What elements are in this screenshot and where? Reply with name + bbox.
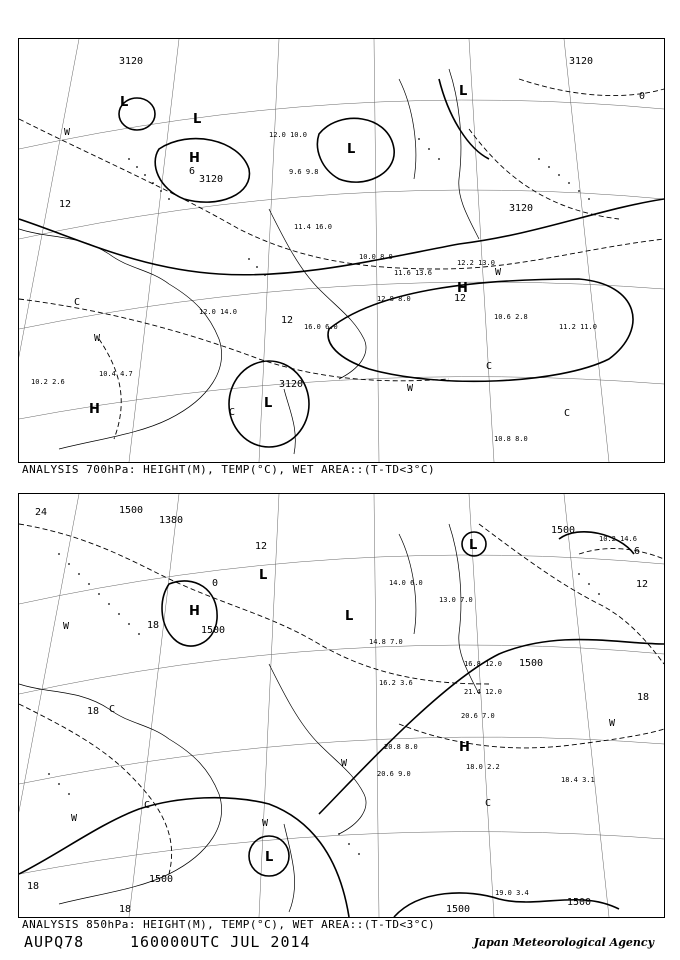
station-plot: 12.0 14.0 [199,308,237,316]
contour-label: 1500 [551,525,576,536]
airmass-markers [63,621,616,829]
station-plot: 19.0 3.4 [495,889,529,897]
isotherms [19,524,664,874]
contour-label: 1500 [149,874,174,885]
warm-marker: W [64,127,71,138]
low-center: L [193,112,202,127]
low-center: L [264,396,273,411]
warm-marker: W [71,813,78,824]
station-plot: 16.8 12.0 [464,660,502,668]
isotherm-label: 18 [637,692,650,703]
high-center: H [459,740,470,755]
cold-marker: C [485,798,492,809]
cold-marker: C [74,297,81,308]
analysis-850hpa-map [18,493,665,918]
isotherm-label-group [27,507,649,915]
cold-marker: C [229,407,236,418]
contour-label-group [119,56,593,390]
station-plot: 10.2 2.6 [31,378,65,386]
station-plot: 13.0 7.0 [439,596,473,604]
coastlines [19,69,479,454]
high-center: H [189,151,200,166]
isotherms [19,79,664,439]
contour-label: 1500 [201,625,226,636]
isotherm-label: 6 [189,166,196,177]
warm-marker: W [94,333,101,344]
warm-marker: W [262,818,269,829]
isotherm-label: 18 [27,881,40,892]
station-plot: 10.8 8.0 [494,435,528,443]
warm-marker: W [341,758,348,769]
height-contours [19,79,664,447]
contour-label: 1500 [119,505,144,516]
low-center: L [265,850,274,865]
caption-850hpa: ANALYSIS 850hPa: HEIGHT(M), TEMP(°C), WET AREA::(T-TD<3°C) [22,918,436,931]
station-plot: 11.4 16.0 [294,223,332,231]
isotherm-label: 12 [281,315,294,326]
isotherm-label: 12 [255,541,268,552]
contour-label: 1500 [446,904,471,915]
cold-marker: C [486,361,493,372]
contour-label: 3120 [509,203,534,214]
station-plot: 12.2 13.0 [457,259,495,267]
station-plot: 11.6 13.6 [394,269,432,277]
isotherm-label: 24 [35,507,48,518]
station-plot: 20.6 9.0 [377,770,411,778]
valid-time: 160000UTC JUL 2014 [130,933,311,951]
isotherm-label: 6 [634,546,641,557]
isotherm-label-group [59,91,645,326]
map-850-svg [19,494,664,917]
station-plot: 11.2 11.0 [559,323,597,331]
isotherm-label: 12 [59,199,72,210]
contour-label: 3120 [119,56,144,67]
contour-label: 1380 [159,515,184,526]
contour-label: 3120 [569,56,594,67]
isotherm-label: 0 [639,91,646,102]
low-center: L [345,609,354,624]
isotherm-label: 0 [212,578,219,589]
station-plot: 16.0 6.0 [304,323,338,331]
graticule [19,39,664,462]
height-contours [19,532,664,917]
isotherm-label: 12 [454,293,467,304]
station-plot: 10.0 8.0 [359,253,393,261]
isotherm-label: 18 [147,620,160,631]
map-700-svg [19,39,664,462]
cold-marker: C [109,704,116,715]
station-plot: 20.6 7.0 [461,712,495,720]
station-plot: 10.6 2.8 [494,313,528,321]
station-plot: 12.0 10.0 [269,131,307,139]
station-plot: 10.2 14.6 [599,535,637,543]
warm-marker: W [407,383,414,394]
high-center: H [189,604,200,619]
high-center: H [457,281,468,296]
analysis-700hpa-map [18,38,665,463]
station-plot: 16.2 3.6 [379,679,413,687]
low-center: L [120,95,129,110]
station-plots [31,131,597,443]
contour-label: 3120 [279,379,304,390]
warm-marker: W [609,718,616,729]
isotherm-label: 18 [119,904,132,915]
isotherm-label: 18 [87,706,100,717]
contour-label: 1500 [567,897,592,908]
station-plot: 14.8 7.0 [369,638,403,646]
warm-marker: W [495,267,502,278]
high-center: H [89,402,100,417]
station-plot: 18.4 3.1 [561,776,595,784]
station-plot: 20.8 8.0 [384,743,418,751]
product-code: AUPQ78 [24,933,85,951]
low-center: L [459,84,468,99]
low-center: L [347,142,356,157]
contour-label-group [119,505,591,915]
graticule [19,494,664,917]
station-plot: 12.8 8.0 [377,295,411,303]
warm-marker: W [63,621,70,632]
contour-label: 1500 [519,658,544,669]
station-plot: 18.0 2.2 [466,763,500,771]
station-plot: 10.4 4.7 [99,370,133,378]
contour-label: 3120 [199,174,224,185]
low-center: L [259,568,268,583]
cold-marker: C [144,800,151,811]
cold-marker: C [564,408,571,419]
station-plot: 9.6 9.8 [289,168,319,176]
isotherm-label: 12 [636,579,649,590]
station-plots [369,535,637,897]
low-center: L [469,538,478,553]
station-plot: 21.4 12.0 [464,688,502,696]
caption-700hpa: ANALYSIS 700hPa: HEIGHT(M), TEMP(°C), WET AREA::(T-TD<3°C) [22,463,436,476]
agency-credit: Japan Meteorological Agency [473,936,654,949]
station-plot: 14.0 6.0 [389,579,423,587]
